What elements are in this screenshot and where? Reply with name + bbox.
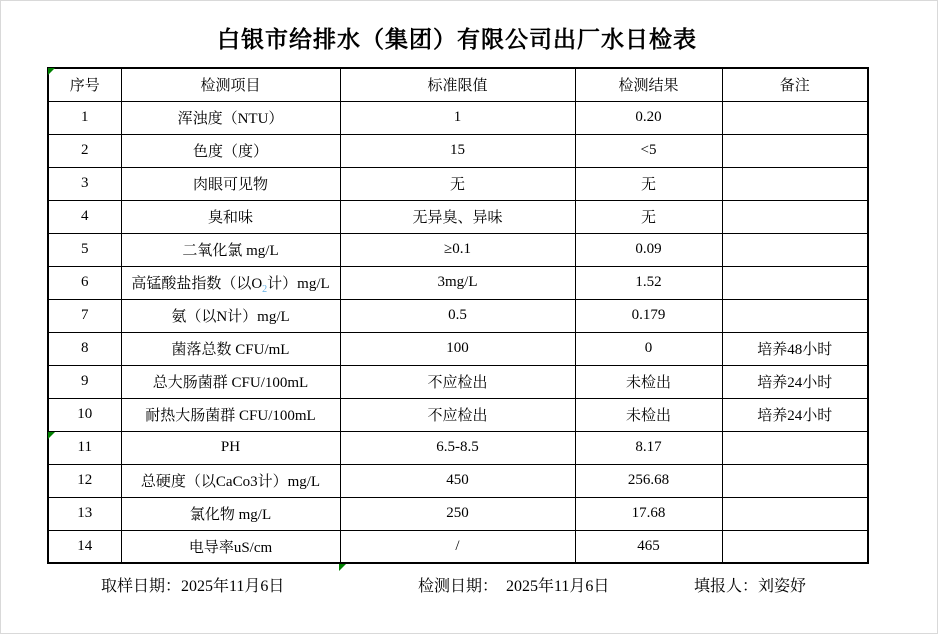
page-title: 白银市给排水（集团）有限公司出厂水日检表 (217, 27, 697, 52)
cell-item[interactable]: PH (121, 431, 340, 464)
cell-item[interactable]: 氯化物 mg/L (121, 497, 340, 530)
cell-remark[interactable] (722, 134, 868, 167)
cell-item[interactable]: 电导率uS/cm (121, 530, 340, 563)
cell-result[interactable]: 未检出 (575, 398, 722, 431)
cell-result[interactable]: 0.09 (575, 233, 722, 266)
cell-no[interactable]: 11 (48, 431, 121, 464)
header-row (48, 68, 868, 101)
cell-remark[interactable] (722, 233, 868, 266)
table-row (48, 200, 868, 233)
cell-no[interactable]: 5 (48, 233, 121, 266)
reporter-value: 刘姿妤 (758, 578, 807, 595)
cell-result[interactable]: <5 (575, 134, 722, 167)
table-body (48, 101, 868, 563)
cell-no[interactable]: 3 (48, 167, 121, 200)
cell-remark[interactable]: 培养24小时 (722, 398, 868, 431)
cell-standard[interactable]: 不应检出 (340, 398, 575, 431)
table-row (48, 464, 868, 497)
cell-standard[interactable]: ≥0.1 (340, 233, 575, 266)
inspection-table (47, 67, 869, 564)
cell-no[interactable]: 2 (48, 134, 121, 167)
excel-indicator-icon (339, 564, 346, 571)
cell-result[interactable]: 256.68 (575, 464, 722, 497)
cell-remark[interactable] (722, 431, 868, 464)
header-cell-remark[interactable]: 备注 (722, 68, 868, 101)
table-row (48, 299, 868, 332)
cell-remark[interactable] (722, 167, 868, 200)
cell-remark[interactable] (722, 464, 868, 497)
cell-result[interactable]: 无 (575, 167, 722, 200)
cell-standard[interactable]: 0.5 (340, 299, 575, 332)
cell-result[interactable]: 0.179 (575, 299, 722, 332)
cell-remark[interactable] (722, 101, 868, 134)
cell-remark[interactable] (722, 299, 868, 332)
cell-standard[interactable]: 3mg/L (340, 266, 575, 299)
table-row (48, 233, 868, 266)
cell-standard[interactable]: / (340, 530, 575, 563)
cell-no[interactable]: 7 (48, 299, 121, 332)
header-cell-item[interactable]: 检测项目 (121, 68, 340, 101)
cell-item[interactable]: 总硬度（以CaCo3计）mg/L (121, 464, 340, 497)
sampling-date-value: 2025年11月6日 (181, 578, 285, 595)
cell-result[interactable]: 未检出 (575, 365, 722, 398)
cell-no[interactable]: 9 (48, 365, 121, 398)
cell-item[interactable]: 总大肠菌群 CFU/100mL (121, 365, 340, 398)
cell-remark[interactable] (722, 266, 868, 299)
table-row (48, 431, 868, 464)
cell-no[interactable]: 8 (48, 332, 121, 365)
cell-item[interactable]: 氨（以N计）mg/L (121, 299, 340, 332)
cell-item[interactable]: 菌落总数 CFU/mL (121, 332, 340, 365)
cell-standard[interactable]: 1 (340, 101, 575, 134)
cell-no[interactable]: 1 (48, 101, 121, 134)
table-row (48, 497, 868, 530)
cell-standard[interactable]: 不应检出 (340, 365, 575, 398)
cell-result[interactable]: 8.17 (575, 431, 722, 464)
cell-item[interactable]: 高锰酸盐指数（以$O_2$计）mg/L (121, 266, 340, 299)
cell-result[interactable]: 0.20 (575, 101, 722, 134)
reporter (694, 573, 806, 596)
cell-result[interactable]: 0 (575, 332, 722, 365)
cell-remark[interactable] (722, 530, 868, 563)
sampling-date-label: 取样日期： (101, 578, 182, 595)
cell-no[interactable]: 6 (48, 266, 121, 299)
table-row (48, 332, 868, 365)
header-cell-no[interactable]: 序号 (48, 68, 121, 101)
cell-result[interactable]: 465 (575, 530, 722, 563)
cell-item[interactable]: 浑浊度（NTU） (121, 101, 340, 134)
cell-standard[interactable]: 15 (340, 134, 575, 167)
cell-remark[interactable]: 培养24小时 (722, 365, 868, 398)
cell-no[interactable]: 12 (48, 464, 121, 497)
cell-remark[interactable] (722, 497, 868, 530)
cell-standard[interactable]: 250 (340, 497, 575, 530)
testing-date-value: 2025年11月6日 (506, 578, 610, 595)
cell-item[interactable]: 肉眼可见物 (121, 167, 340, 200)
cell-standard[interactable]: 100 (340, 332, 575, 365)
cell-item[interactable]: 色度（度） (121, 134, 340, 167)
cell-item[interactable]: 耐热大肠菌群 CFU/100mL (121, 398, 340, 431)
table-row (48, 101, 868, 134)
cell-standard[interactable]: 450 (340, 464, 575, 497)
cell-no[interactable]: 10 (48, 398, 121, 431)
cell-standard[interactable]: 无异臭、异味 (340, 200, 575, 233)
reporter-label: 填报人： (694, 578, 759, 595)
table-row (48, 266, 868, 299)
cell-no[interactable]: 13 (48, 497, 121, 530)
table-row (48, 398, 868, 431)
cell-result[interactable]: 无 (575, 200, 722, 233)
sampling-date (101, 573, 284, 596)
header-cell-standard[interactable]: 标准限值 (340, 68, 575, 101)
table-row (48, 365, 868, 398)
cell-item[interactable]: 臭和味 (121, 200, 340, 233)
testing-date-label: 检测日期： (418, 578, 499, 595)
table-row (48, 530, 868, 563)
cell-no[interactable]: 4 (48, 200, 121, 233)
cell-item[interactable]: 二氧化氯 mg/L (121, 233, 340, 266)
table-row (48, 167, 868, 200)
cell-standard[interactable]: 无 (340, 167, 575, 200)
cell-remark[interactable]: 培养48小时 (722, 332, 868, 365)
header-cell-result[interactable]: 检测结果 (575, 68, 722, 101)
cell-standard[interactable]: 6.5-8.5 (340, 431, 575, 464)
testing-date (418, 573, 609, 596)
table-row (48, 134, 868, 167)
cell-remark[interactable] (722, 200, 868, 233)
cell-result[interactable]: 17.68 (575, 497, 722, 530)
cell-no[interactable]: 14 (48, 530, 121, 563)
cell-result[interactable]: 1.52 (575, 266, 722, 299)
